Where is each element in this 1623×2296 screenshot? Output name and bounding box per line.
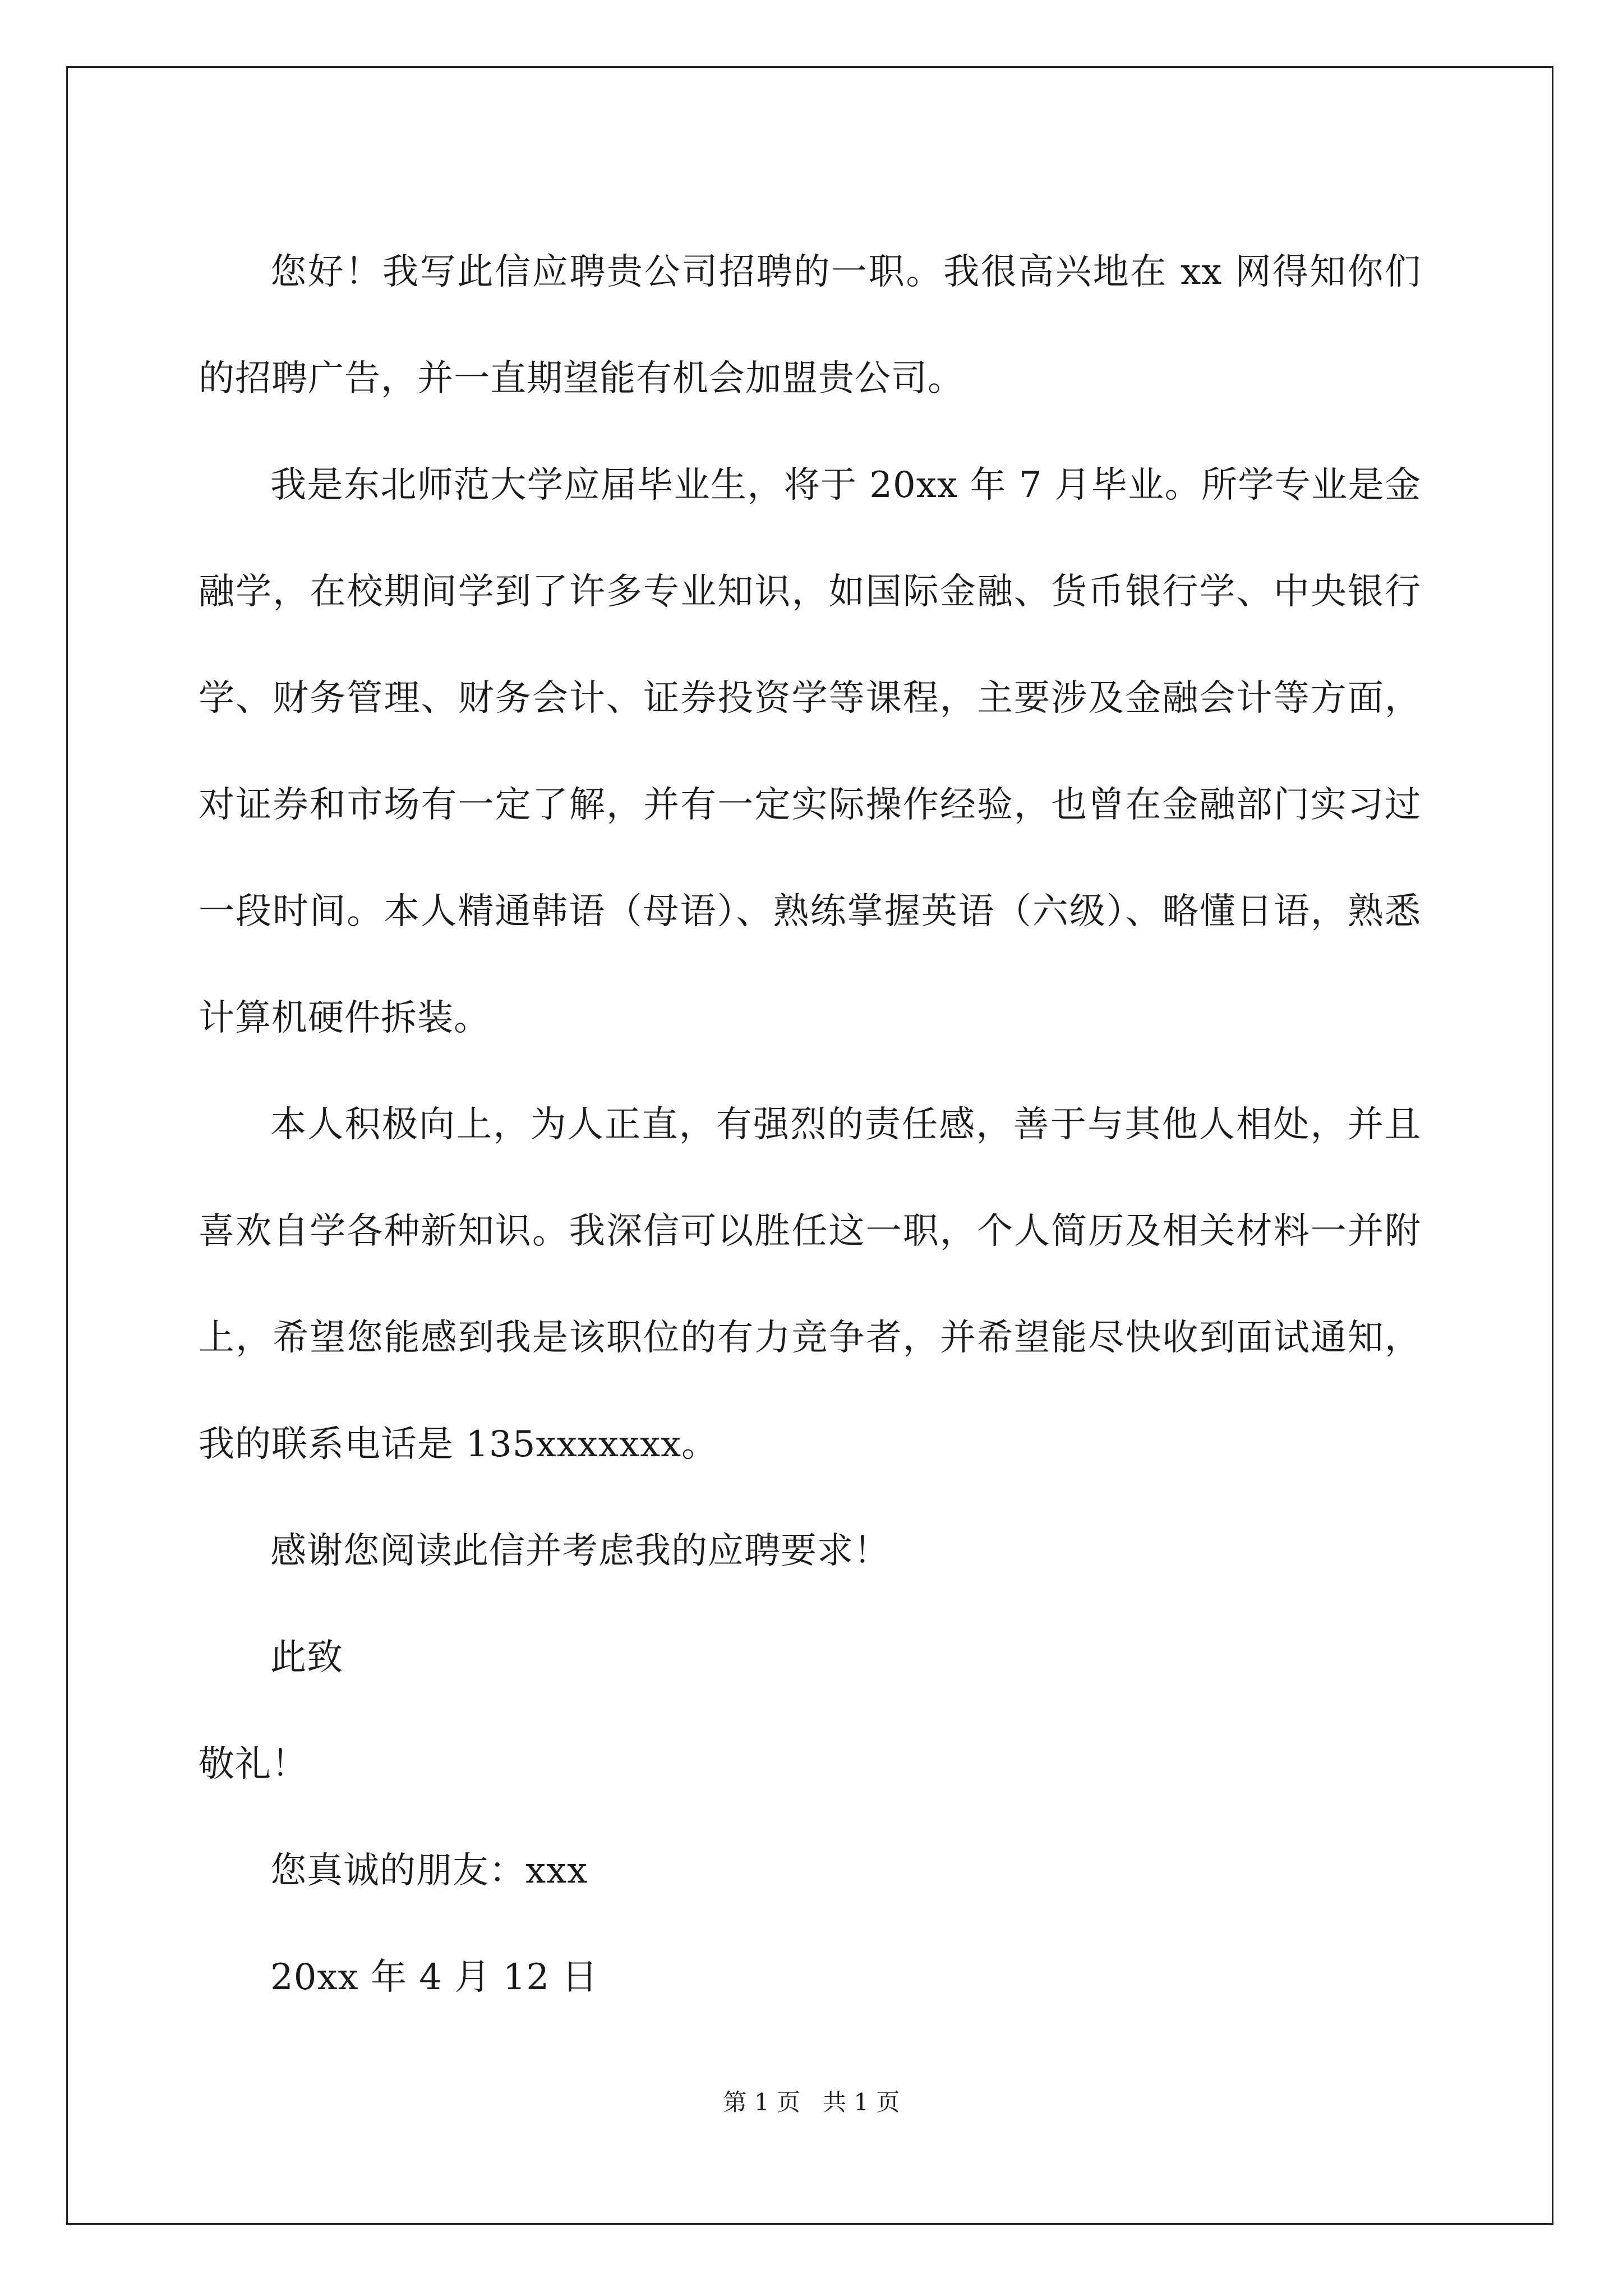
closing-salutation: 此致	[270, 1637, 343, 1678]
paragraph-thanks: 感谢您阅读此信并考虑我的应聘要求！	[270, 1530, 890, 1572]
paragraph-personality: 本人积极向上，为人正直，有强烈的责任感，善于与其他人相处，并且喜欢自学各种新知识。我深信可以胜任这一职，个人简历及相关材料一并附上，希望您能感到我是该职位的有力竞争者，并希望能尽快收到面试通知，我的联系电话是 135xxxxxxx。	[199, 1104, 1421, 1465]
closing-regards: 敬礼！	[199, 1743, 308, 1785]
page-footer	[0, 2086, 1623, 2119]
footer-spacer	[800, 2088, 823, 2116]
letter-date: 20xx 年 4 月 12 日	[270, 1957, 598, 1998]
page-number-total: 共 1 页	[823, 2088, 900, 2116]
letter-body	[199, 219, 1421, 2031]
paragraph-education: 我是东北师范大学应届毕业生，将于 20xx 年 7 月毕业。所学专业是金融学，在校期间学到了许多专业知识，如国际金融、货币银行学、中央银行学、财务管理、财务会计、证券投资学等课程，主要涉及金融会计等方面，对证券和市场有一定了解，并有一定实际操作经验，也曾在金融部门实习过一段时间。本人精通韩语（母语）、熟练掌握英语（六级）、略懂日语，熟悉计算机硬件拆装。	[199, 464, 1421, 1039]
paragraph-greeting: 您好！我写此信应聘贵公司招聘的一职。我很高兴地在 xx 网得知你们的招聘广告，并一直期望能有机会加盟贵公司。	[199, 251, 1421, 399]
page-number-current: 第 1 页	[723, 2088, 800, 2116]
signature: 您真诚的朋友：xxx	[270, 1850, 588, 1892]
